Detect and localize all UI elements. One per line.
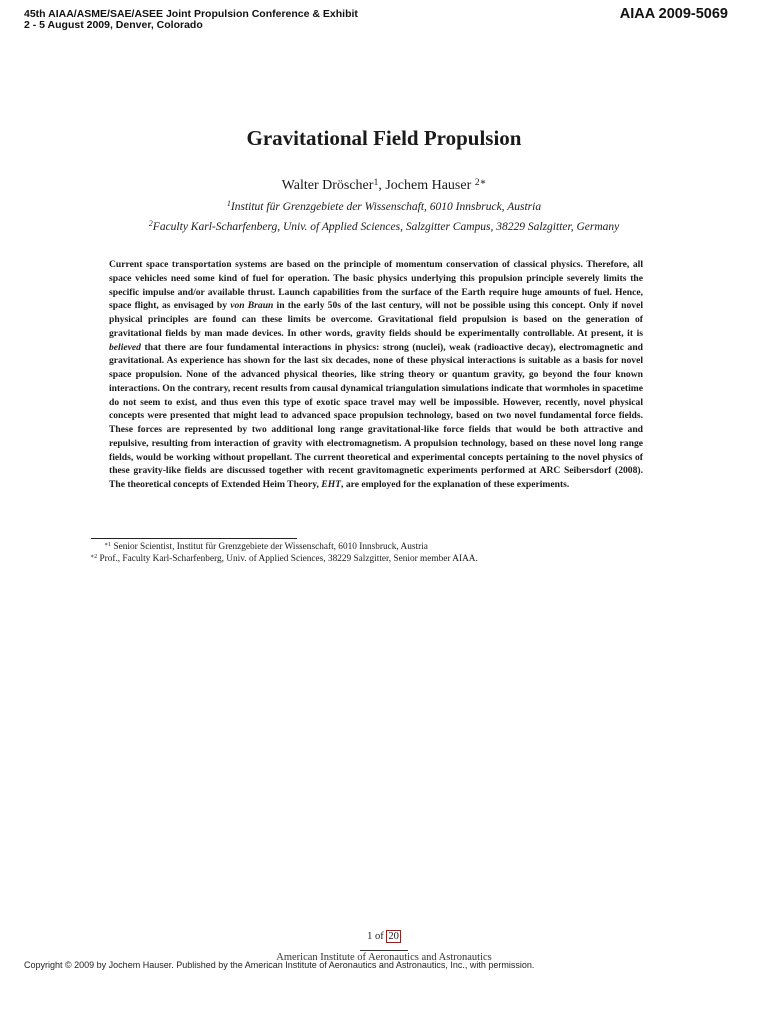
affiliation-1	[0, 201, 768, 213]
abstract-text: in the early 50s of the last century, will not be possible using this concept. Only if novel physical principles are found can these limits be overcome. Gravitational field propulsion is based on the generation of gravitational fields by man made devices. In other words, gravity fields should be experimentally controllable. At present, it is	[109, 300, 643, 339]
author-mark: 1	[373, 176, 379, 188]
abstract-emphasis: believed	[109, 341, 141, 353]
author-mark: 2∗	[474, 176, 487, 188]
paper-title: Gravitational Field Propulsion	[246, 126, 522, 150]
author-line	[0, 178, 768, 194]
copyright-notice: Copyright © 2009 by Jochem Hauser. Published by the American Institute of Aeronautics and Astronautics, Inc., with permission.	[24, 960, 535, 970]
footnote-1	[104, 542, 428, 553]
abstract	[109, 258, 643, 492]
footnote-mark: ∗1	[104, 542, 112, 549]
author-name: Walter Dröscher	[281, 178, 374, 193]
abstract-text: that there are four fundamental interactions in physics: strong (nuclei), weak (radioactive decay), electromagnetic and gravitational. As experience has shown for the last six decades, none of these physical interactions is suitable as a basis for novel space propulsion. None of the advanced physical theories, like string theory or quantum gravity, go beyond the four known interactions. On the contrary, recent results from causal dynamical triangulation simulations indicate that wormholes in spacetime do not seem to exist, and thus even this type of exotic space travel may well be impossible. However, recently, novel physical concepts were presented that might lead to advanced space propulsion technology, based on two novel fundamental force fields. These forces are represented by two additional long range gravitational-like force fields that would be both attractive and repulsive, resulting from interaction of gravity with electromagnetism. A propulsion technology, based on these novel long range fields, would be working without propellant. The current theoretical and experimental concepts pertaining to the novel physics of these gravity-like fields are discussed together with recent gravitomagnetic experiments performed at ARC Seibersdorf (2008). The theoretical concepts of Extended Heim Theory,	[109, 341, 643, 490]
abstract-text: , are employed for the explanation of these experiments.	[341, 479, 570, 490]
conference-header	[24, 9, 358, 31]
affiliation-mark: 1	[226, 199, 231, 209]
footnote-text: Senior Scientist, Institut für Grenzgebiete der Wissenschaft, 6010 Innsbruck, Austria	[113, 542, 428, 552]
abstract-emphasis: von Braun	[230, 300, 274, 312]
page-number	[0, 931, 768, 942]
paper-number: AIAA 2009-5069	[619, 6, 728, 22]
affiliation-text: Faculty Karl-Scharfenberg, Univ. of Applied Sciences, Salzgitter Campus, 38229 Salzgitter, Germany	[152, 221, 620, 233]
author-separator: ,	[378, 178, 386, 193]
page-number-prefix: 1 of	[367, 931, 387, 942]
affiliation-mark: 2	[148, 219, 153, 229]
footnote-mark: ∗2	[90, 554, 98, 561]
abstract-text: Current space transportation systems are based on the principle of momentum conservation of classical physics. Therefore, all space vehicles need some kind of fuel for operation. The basic physics underlying this propulsion principle severely limits the specific impulse and/or available thrust. Launch capabilities from the surface of the Earth require huge amounts of fuel. Hence, space flight, as envisaged by	[109, 259, 643, 312]
conference-dates: 2 - 5 August 2009, Denver, Colorado	[24, 19, 203, 31]
footnote-text: Prof., Faculty Karl-Scharfenberg, Univ. of Applied Sciences, 38229 Salzgitter, Senior member AIAA.	[99, 554, 478, 564]
affiliation-2	[0, 221, 768, 233]
affiliation-text: Institut für Grenzgebiete der Wissenschaft, 6010 Innsbruck, Austria	[230, 201, 542, 213]
author-name: Jochem Hauser	[385, 178, 472, 193]
footer-divider	[360, 950, 408, 951]
footnote-2	[90, 554, 478, 565]
abstract-emphasis: EHT	[321, 479, 342, 490]
page-total-link[interactable]: 20	[388, 931, 399, 942]
institute-footer: American Institute of Aeronautics and Astronautics	[276, 952, 492, 963]
conference-name: 45th AIAA/ASME/SAE/ASEE Joint Propulsion Conference & Exhibit	[24, 8, 358, 20]
footnote-divider	[91, 538, 297, 539]
